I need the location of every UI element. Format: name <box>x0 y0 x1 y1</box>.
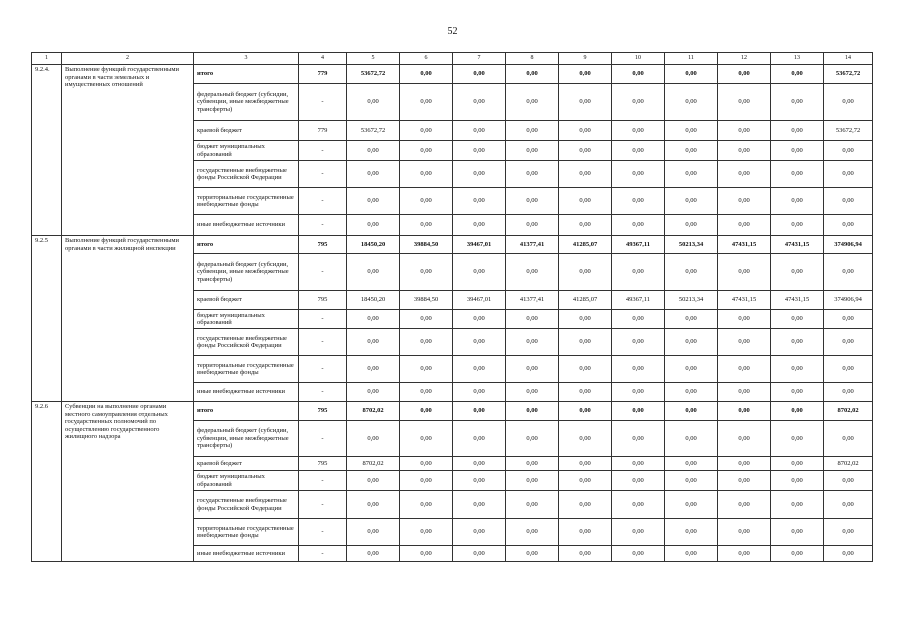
amount-cell: 0,00 <box>718 188 771 215</box>
amount-cell: 0,00 <box>718 84 771 121</box>
amount-cell: 0,00 <box>612 383 665 402</box>
amount-cell: 0,00 <box>771 161 824 188</box>
amount-cell: 0,00 <box>506 471 559 491</box>
budget-code-cell: - <box>299 310 347 329</box>
amount-cell: 0,00 <box>665 329 718 356</box>
amount-cell: 0,00 <box>347 356 400 383</box>
amount-cell: 0,00 <box>400 65 453 84</box>
budget-table <box>31 52 873 562</box>
amount-cell: 0,00 <box>400 457 453 471</box>
column-header-1: 1 <box>32 53 62 65</box>
amount-cell: 0,00 <box>771 457 824 471</box>
budget-code-cell: 779 <box>299 121 347 141</box>
amount-cell: 0,00 <box>665 215 718 236</box>
amount-cell: 0,00 <box>612 491 665 519</box>
amount-cell: 0,00 <box>718 491 771 519</box>
amount-cell: 0,00 <box>400 310 453 329</box>
amount-cell: 0,00 <box>612 84 665 121</box>
amount-cell: 0,00 <box>506 356 559 383</box>
funding-source: государственные внебюджетные фонды Российской Федерации <box>194 329 299 356</box>
amount-cell: 0,00 <box>771 141 824 161</box>
amount-cell: 0,00 <box>347 84 400 121</box>
amount-cell: 50213,34 <box>665 291 718 310</box>
amount-cell: 0,00 <box>347 471 400 491</box>
amount-cell: 0,00 <box>400 141 453 161</box>
column-header-12: 12 <box>718 53 771 65</box>
amount-cell: 0,00 <box>771 421 824 457</box>
amount-cell: 0,00 <box>400 519 453 546</box>
funding-source: иные внебюджетные источники <box>194 383 299 402</box>
funding-source: федеральный бюджет (субсидии, субвенции, иные межбюджетные трансферты) <box>194 254 299 291</box>
amount-cell: 0,00 <box>559 329 612 356</box>
amount-cell: 18450,20 <box>347 291 400 310</box>
amount-cell: 47431,15 <box>771 291 824 310</box>
amount-cell: 18450,20 <box>347 236 400 254</box>
amount-cell: 0,00 <box>400 546 453 562</box>
amount-cell: 39467,01 <box>453 291 506 310</box>
amount-cell: 0,00 <box>612 457 665 471</box>
amount-cell: 0,00 <box>559 188 612 215</box>
amount-cell: 0,00 <box>771 471 824 491</box>
budget-code-cell: 795 <box>299 236 347 254</box>
amount-cell: 53672,72 <box>824 121 873 141</box>
amount-cell: 0,00 <box>771 383 824 402</box>
amount-cell: 0,00 <box>453 421 506 457</box>
amount-cell: 53672,72 <box>347 121 400 141</box>
amount-cell: 0,00 <box>506 215 559 236</box>
amount-cell: 0,00 <box>559 546 612 562</box>
amount-cell: 8702,02 <box>824 457 873 471</box>
amount-cell: 374906,94 <box>824 236 873 254</box>
amount-cell: 0,00 <box>612 329 665 356</box>
amount-cell: 0,00 <box>559 383 612 402</box>
amount-cell: 8702,02 <box>347 402 400 421</box>
funding-source: государственные внебюджетные фонды Российской Федерации <box>194 491 299 519</box>
column-header-13: 13 <box>771 53 824 65</box>
column-header-4: 4 <box>299 53 347 65</box>
page-number: 52 <box>447 26 458 37</box>
amount-cell: 0,00 <box>559 457 612 471</box>
column-header-14: 14 <box>824 53 873 65</box>
funding-source: федеральный бюджет (субсидии, субвенции, иные межбюджетные трансферты) <box>194 84 299 121</box>
amount-cell: 0,00 <box>665 356 718 383</box>
amount-cell: 0,00 <box>612 356 665 383</box>
funding-source: иные внебюджетные источники <box>194 215 299 236</box>
amount-cell: 0,00 <box>824 471 873 491</box>
amount-cell: 0,00 <box>559 121 612 141</box>
amount-cell: 0,00 <box>453 121 506 141</box>
amount-cell: 0,00 <box>453 84 506 121</box>
amount-cell: 0,00 <box>453 491 506 519</box>
amount-cell: 0,00 <box>347 421 400 457</box>
amount-cell: 0,00 <box>612 188 665 215</box>
amount-cell: 0,00 <box>559 161 612 188</box>
amount-cell: 0,00 <box>559 471 612 491</box>
amount-cell: 0,00 <box>771 215 824 236</box>
amount-cell: 47431,15 <box>718 236 771 254</box>
amount-cell: 0,00 <box>824 546 873 562</box>
amount-cell: 0,00 <box>559 310 612 329</box>
amount-cell: 0,00 <box>718 215 771 236</box>
amount-cell: 0,00 <box>824 421 873 457</box>
amount-cell: 0,00 <box>718 65 771 84</box>
amount-cell: 0,00 <box>665 457 718 471</box>
amount-cell: 41377,41 <box>506 291 559 310</box>
amount-cell: 0,00 <box>824 254 873 291</box>
budget-code-cell: - <box>299 519 347 546</box>
amount-cell: 0,00 <box>506 491 559 519</box>
amount-cell: 0,00 <box>824 188 873 215</box>
amount-cell: 0,00 <box>718 254 771 291</box>
amount-cell: 0,00 <box>718 402 771 421</box>
amount-cell: 0,00 <box>559 215 612 236</box>
amount-cell: 0,00 <box>665 491 718 519</box>
amount-cell: 53672,72 <box>824 65 873 84</box>
amount-cell: 0,00 <box>453 329 506 356</box>
amount-cell: 0,00 <box>665 421 718 457</box>
amount-cell: 0,00 <box>665 402 718 421</box>
amount-cell: 0,00 <box>400 121 453 141</box>
budget-code-cell: - <box>299 356 347 383</box>
column-header-6: 6 <box>400 53 453 65</box>
amount-cell: 0,00 <box>506 546 559 562</box>
amount-cell: 0,00 <box>453 254 506 291</box>
amount-cell: 0,00 <box>400 188 453 215</box>
budget-code-cell: 795 <box>299 402 347 421</box>
amount-cell: 0,00 <box>400 215 453 236</box>
amount-cell: 0,00 <box>400 471 453 491</box>
amount-cell: 0,00 <box>612 215 665 236</box>
amount-cell: 0,00 <box>718 161 771 188</box>
budget-code-cell: - <box>299 329 347 356</box>
amount-cell: 0,00 <box>612 254 665 291</box>
funding-source: государственные внебюджетные фонды Российской Федерации <box>194 161 299 188</box>
amount-cell: 0,00 <box>347 161 400 188</box>
funding-source: федеральный бюджет (субсидии, субвенции, иные межбюджетные трансферты) <box>194 421 299 457</box>
amount-cell: 0,00 <box>665 383 718 402</box>
amount-cell: 0,00 <box>347 329 400 356</box>
amount-cell: 0,00 <box>453 215 506 236</box>
amount-cell: 0,00 <box>506 65 559 84</box>
amount-cell: 0,00 <box>506 383 559 402</box>
amount-cell: 0,00 <box>400 402 453 421</box>
column-header-8: 8 <box>506 53 559 65</box>
amount-cell: 0,00 <box>506 457 559 471</box>
amount-cell: 0,00 <box>612 519 665 546</box>
amount-cell: 0,00 <box>400 421 453 457</box>
amount-cell: 0,00 <box>453 471 506 491</box>
amount-cell: 0,00 <box>718 457 771 471</box>
amount-cell: 0,00 <box>824 356 873 383</box>
amount-cell: 0,00 <box>771 65 824 84</box>
budget-code-cell: - <box>299 254 347 291</box>
amount-cell: 0,00 <box>506 84 559 121</box>
column-header-9: 9 <box>559 53 612 65</box>
section-name: Субвенции на выполнение органами местного самоуправления отдельных государственных полномочий по осуществлению государственного жилищного надзора <box>62 402 194 562</box>
section-name: Выполнение функций государственными органами в части земельных и имущественных отношений <box>62 65 194 236</box>
amount-cell: 0,00 <box>506 402 559 421</box>
amount-cell: 0,00 <box>665 471 718 491</box>
amount-cell: 0,00 <box>347 254 400 291</box>
amount-cell: 0,00 <box>771 84 824 121</box>
amount-cell: 0,00 <box>824 519 873 546</box>
amount-cell: 0,00 <box>718 546 771 562</box>
amount-cell: 0,00 <box>771 356 824 383</box>
amount-cell: 0,00 <box>347 546 400 562</box>
funding-source: территориальные государственные внебюджетные фонды <box>194 188 299 215</box>
amount-cell: 0,00 <box>453 457 506 471</box>
amount-cell: 47431,15 <box>771 236 824 254</box>
amount-cell: 0,00 <box>453 383 506 402</box>
amount-cell: 0,00 <box>665 519 718 546</box>
amount-cell: 0,00 <box>665 65 718 84</box>
amount-cell: 0,00 <box>824 141 873 161</box>
section-total-row <box>32 236 873 254</box>
amount-cell: 0,00 <box>771 329 824 356</box>
amount-cell: 0,00 <box>612 471 665 491</box>
amount-cell: 0,00 <box>559 356 612 383</box>
amount-cell: 0,00 <box>665 121 718 141</box>
budget-code-cell: - <box>299 161 347 188</box>
funding-source: бюджет муниципальных образований <box>194 310 299 329</box>
amount-cell: 0,00 <box>559 254 612 291</box>
amount-cell: 0,00 <box>506 188 559 215</box>
amount-cell: 0,00 <box>453 310 506 329</box>
amount-cell: 53672,72 <box>347 65 400 84</box>
amount-cell: 0,00 <box>453 519 506 546</box>
amount-cell: 0,00 <box>506 421 559 457</box>
amount-cell: 0,00 <box>718 383 771 402</box>
amount-cell: 0,00 <box>559 402 612 421</box>
amount-cell: 0,00 <box>400 84 453 121</box>
amount-cell: 49367,11 <box>612 291 665 310</box>
amount-cell: 0,00 <box>347 491 400 519</box>
amount-cell: 41285,07 <box>559 236 612 254</box>
amount-cell: 0,00 <box>718 310 771 329</box>
amount-cell: 0,00 <box>347 215 400 236</box>
column-header-3: 3 <box>194 53 299 65</box>
column-header-11: 11 <box>665 53 718 65</box>
amount-cell: 0,00 <box>400 356 453 383</box>
amount-cell: 0,00 <box>400 383 453 402</box>
funding-source: итого <box>194 402 299 421</box>
section-name: Выполнение функций государственными органами в части жилищной инспекции <box>62 236 194 402</box>
amount-cell: 0,00 <box>612 402 665 421</box>
amount-cell: 41377,41 <box>506 236 559 254</box>
amount-cell: 0,00 <box>453 546 506 562</box>
amount-cell: 0,00 <box>718 519 771 546</box>
amount-cell: 39467,01 <box>453 236 506 254</box>
amount-cell: 0,00 <box>771 121 824 141</box>
amount-cell: 0,00 <box>506 310 559 329</box>
funding-source: краевой бюджет <box>194 457 299 471</box>
amount-cell: 0,00 <box>453 161 506 188</box>
budget-code-cell: - <box>299 546 347 562</box>
column-header-2: 2 <box>62 53 194 65</box>
amount-cell: 0,00 <box>559 491 612 519</box>
amount-cell: 0,00 <box>824 84 873 121</box>
amount-cell: 47431,15 <box>718 291 771 310</box>
column-header-5: 5 <box>347 53 400 65</box>
section-total-row <box>32 402 873 421</box>
amount-cell: 0,00 <box>559 519 612 546</box>
amount-cell: 50213,34 <box>665 236 718 254</box>
amount-cell: 0,00 <box>665 188 718 215</box>
budget-code-cell: 779 <box>299 65 347 84</box>
amount-cell: 0,00 <box>771 546 824 562</box>
amount-cell: 0,00 <box>718 141 771 161</box>
amount-cell: 8702,02 <box>347 457 400 471</box>
funding-source: итого <box>194 65 299 84</box>
amount-cell: 0,00 <box>824 161 873 188</box>
amount-cell: 0,00 <box>559 421 612 457</box>
amount-cell: 0,00 <box>400 491 453 519</box>
section-number: 9.2.4. <box>32 65 62 236</box>
amount-cell: 0,00 <box>824 491 873 519</box>
amount-cell: 0,00 <box>718 329 771 356</box>
amount-cell: 0,00 <box>612 161 665 188</box>
column-header-7: 7 <box>453 53 506 65</box>
column-header-10: 10 <box>612 53 665 65</box>
budget-code-cell: - <box>299 471 347 491</box>
amount-cell: 0,00 <box>718 356 771 383</box>
funding-source: территориальные государственные внебюджетные фонды <box>194 519 299 546</box>
budget-code-cell: - <box>299 491 347 519</box>
amount-cell: 0,00 <box>506 141 559 161</box>
amount-cell: 374906,94 <box>824 291 873 310</box>
amount-cell: 0,00 <box>506 329 559 356</box>
funding-source: краевой бюджет <box>194 291 299 310</box>
amount-cell: 0,00 <box>453 188 506 215</box>
amount-cell: 0,00 <box>453 402 506 421</box>
amount-cell: 41285,07 <box>559 291 612 310</box>
amount-cell: 0,00 <box>824 310 873 329</box>
amount-cell: 49367,11 <box>612 236 665 254</box>
budget-code-cell: 795 <box>299 291 347 310</box>
amount-cell: 0,00 <box>771 254 824 291</box>
budget-code-cell: 795 <box>299 457 347 471</box>
amount-cell: 0,00 <box>347 383 400 402</box>
budget-code-cell: - <box>299 141 347 161</box>
amount-cell: 0,00 <box>771 310 824 329</box>
amount-cell: 0,00 <box>347 188 400 215</box>
amount-cell: 0,00 <box>400 161 453 188</box>
budget-code-cell: - <box>299 383 347 402</box>
amount-cell: 0,00 <box>612 65 665 84</box>
amount-cell: 0,00 <box>347 519 400 546</box>
funding-source: итого <box>194 236 299 254</box>
section-number: 9.2.6 <box>32 402 62 562</box>
amount-cell: 0,00 <box>824 329 873 356</box>
amount-cell: 0,00 <box>506 121 559 141</box>
amount-cell: 0,00 <box>612 421 665 457</box>
funding-source: краевой бюджет <box>194 121 299 141</box>
budget-code-cell: - <box>299 215 347 236</box>
amount-cell: 0,00 <box>347 310 400 329</box>
amount-cell: 0,00 <box>453 356 506 383</box>
amount-cell: 0,00 <box>771 402 824 421</box>
amount-cell: 0,00 <box>665 254 718 291</box>
amount-cell: 0,00 <box>612 141 665 161</box>
budget-code-cell: - <box>299 188 347 215</box>
amount-cell: 8702,02 <box>824 402 873 421</box>
amount-cell: 0,00 <box>718 421 771 457</box>
column-header-row <box>32 53 873 65</box>
amount-cell: 0,00 <box>612 546 665 562</box>
amount-cell: 0,00 <box>718 471 771 491</box>
amount-cell: 0,00 <box>665 161 718 188</box>
amount-cell: 0,00 <box>771 188 824 215</box>
amount-cell: 0,00 <box>559 65 612 84</box>
budget-code-cell: - <box>299 84 347 121</box>
funding-source: иные внебюджетные источники <box>194 546 299 562</box>
amount-cell: 0,00 <box>665 310 718 329</box>
funding-source: территориальные государственные внебюджетные фонды <box>194 356 299 383</box>
amount-cell: 0,00 <box>612 310 665 329</box>
amount-cell: 0,00 <box>718 121 771 141</box>
section-total-row <box>32 65 873 84</box>
amount-cell: 0,00 <box>347 141 400 161</box>
amount-cell: 0,00 <box>453 141 506 161</box>
amount-cell: 39884,50 <box>400 291 453 310</box>
amount-cell: 0,00 <box>824 383 873 402</box>
amount-cell: 0,00 <box>665 546 718 562</box>
amount-cell: 0,00 <box>665 141 718 161</box>
amount-cell: 0,00 <box>559 84 612 121</box>
amount-cell: 0,00 <box>506 519 559 546</box>
amount-cell: 0,00 <box>559 141 612 161</box>
amount-cell: 0,00 <box>453 65 506 84</box>
amount-cell: 0,00 <box>506 254 559 291</box>
amount-cell: 0,00 <box>771 519 824 546</box>
funding-source: бюджет муниципальных образований <box>194 141 299 161</box>
amount-cell: 0,00 <box>612 121 665 141</box>
budget-code-cell: - <box>299 421 347 457</box>
amount-cell: 0,00 <box>824 215 873 236</box>
amount-cell: 0,00 <box>506 161 559 188</box>
amount-cell: 0,00 <box>400 254 453 291</box>
amount-cell: 39884,50 <box>400 236 453 254</box>
funding-source: бюджет муниципальных образований <box>194 471 299 491</box>
section-number: 9.2.5 <box>32 236 62 402</box>
amount-cell: 0,00 <box>400 329 453 356</box>
amount-cell: 0,00 <box>665 84 718 121</box>
amount-cell: 0,00 <box>771 491 824 519</box>
